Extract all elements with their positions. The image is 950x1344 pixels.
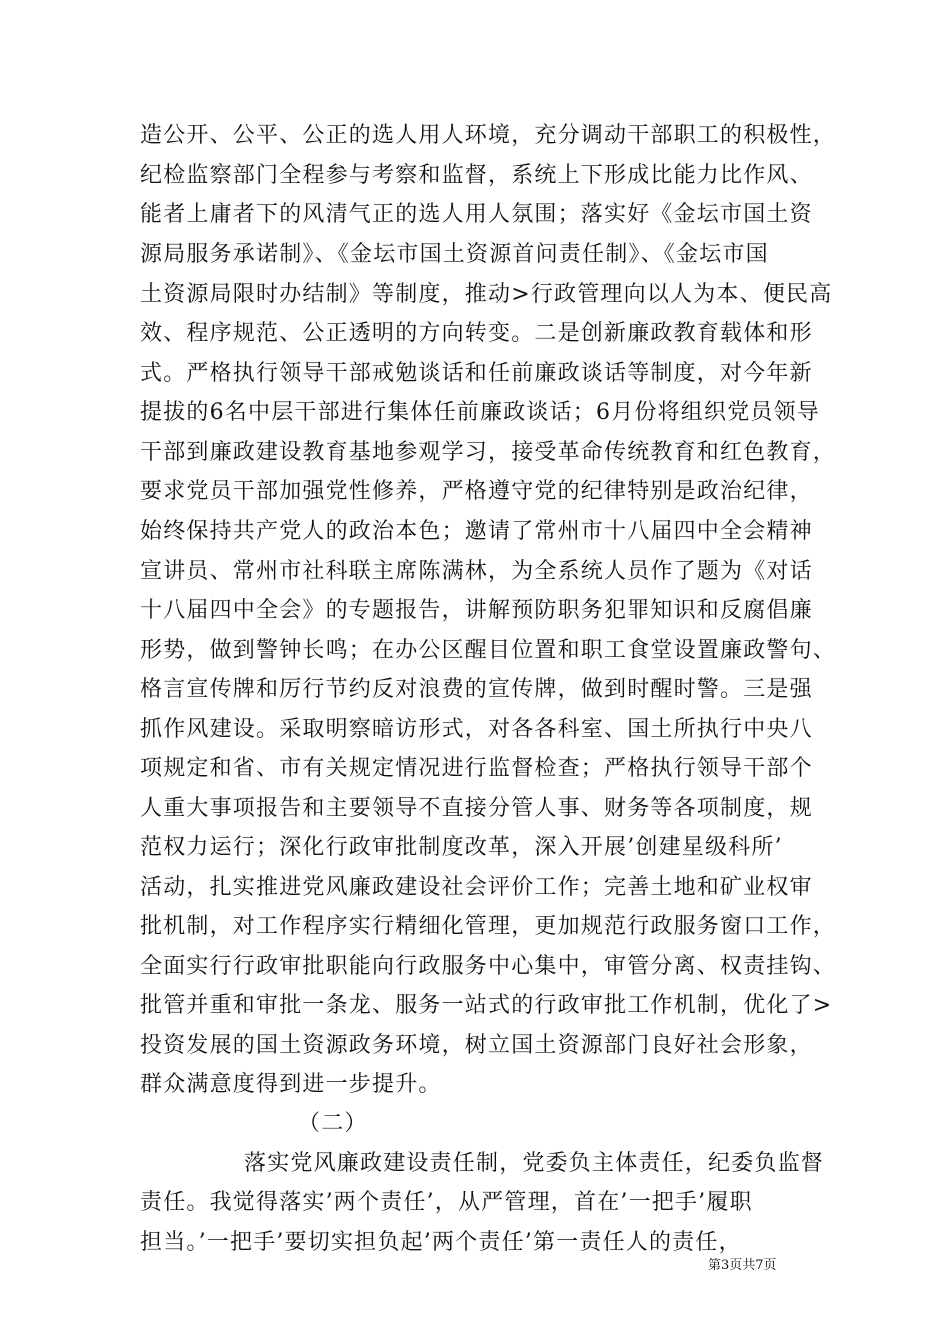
text-line: 全面实行行政审批职能向行政服务中心集中，审管分离、权责挂钩、: [140, 954, 837, 979]
page-number: 第3页共7页: [708, 1258, 777, 1273]
text-line: 担当。’一把手’要切实担负起’两个责任’第一责任人的责任，: [140, 1230, 742, 1255]
text-line: 批管并重和审批一条龙、服务一站式的行政审批工作机制，优化了>: [140, 993, 833, 1018]
text-line: 形势，做到警钟长鸣；在办公区醒目位置和职工食堂设置廉政警句、: [140, 638, 837, 663]
text-line: 范权力运行；深化行政审批制度改革，深入开展’创建星级科所’: [140, 835, 783, 860]
text-line: 活动，扎实推进党风廉政建设社会评价工作；完善土地和矿业权审: [140, 875, 813, 900]
text-line: 格言宣传牌和厉行节约反对浪费的宣传牌，做到时醒时警。三是强: [140, 677, 813, 702]
text-line: 造公开、公平、公正的选人用人环境，充分调动干部职工的积极性，: [140, 123, 837, 148]
text-line: 效、程序规范、公正透明的方向转变。二是创新廉政教育载体和形: [140, 321, 813, 346]
text-line: 要求党员干部加强党性修养，严格遵守党的纪律特别是政治纪律，: [140, 479, 813, 504]
text-line: 抓作风建设。采取明察暗访形式，对各各科室、国土所执行中央八: [140, 717, 813, 742]
text-line: 源局服务承诺制》、《金坛市国土资源首问责任制》、《金坛市国: [140, 242, 769, 267]
text-line: 十八届四中全会》的专题报告，讲解预防职务犯罪知识和反腐倡廉: [140, 598, 813, 623]
text-line: 纪检监察部门全程参与考察和监督，系统上下形成比能力比作风、: [140, 163, 813, 188]
text-line: 土资源局限时办结制》等制度，推动>行政管理向以人为本、便民高: [140, 282, 833, 307]
text-line: 能者上庸者下的风清气正的选人用人氛围；落实好《金坛市国土资: [140, 202, 813, 227]
text-line: 人重大事项报告和主要领导不直接分管人事、财务等各项制度，规: [140, 796, 813, 821]
text-line: 群众满意度得到进一步提升。: [140, 1072, 442, 1097]
text-line: 始终保持共产党人的政治本色；邀请了常州市十八届四中全会精神: [140, 519, 813, 544]
text-line: 落实党风廉政建设责任制，党委负主体责任，纪委负监督: [244, 1151, 825, 1176]
text-line: 批机制，对工作程序实行精细化管理，更加规范行政服务窗口工作，: [140, 914, 837, 939]
text-line: 式。严格执行领导干部戒勉谈话和任前廉政谈话等制度，对今年新: [140, 361, 813, 386]
text-line: 投资发展的国土资源政务环境，树立国土资源部门良好社会形象，: [140, 1033, 813, 1058]
text-line: 干部到廉政建设教育基地参观学习，接受革命传统教育和红色教育，: [140, 440, 837, 465]
text-line: 项规定和省、市有关规定情况进行监督检查；严格执行领导干部个: [140, 756, 813, 781]
text-line: 责任。我觉得落实’两个责任’，从严管理，首在’一把手’履职: [140, 1190, 753, 1215]
section-heading: （二）: [298, 1111, 368, 1136]
text-line: 提拔的6名中层干部进行集体任前廉政谈话；6月份将组织党员领导: [140, 400, 820, 425]
text-line: 宣讲员、常州市社科联主席陈满林，为全系统人员作了题为《对话: [140, 559, 813, 584]
